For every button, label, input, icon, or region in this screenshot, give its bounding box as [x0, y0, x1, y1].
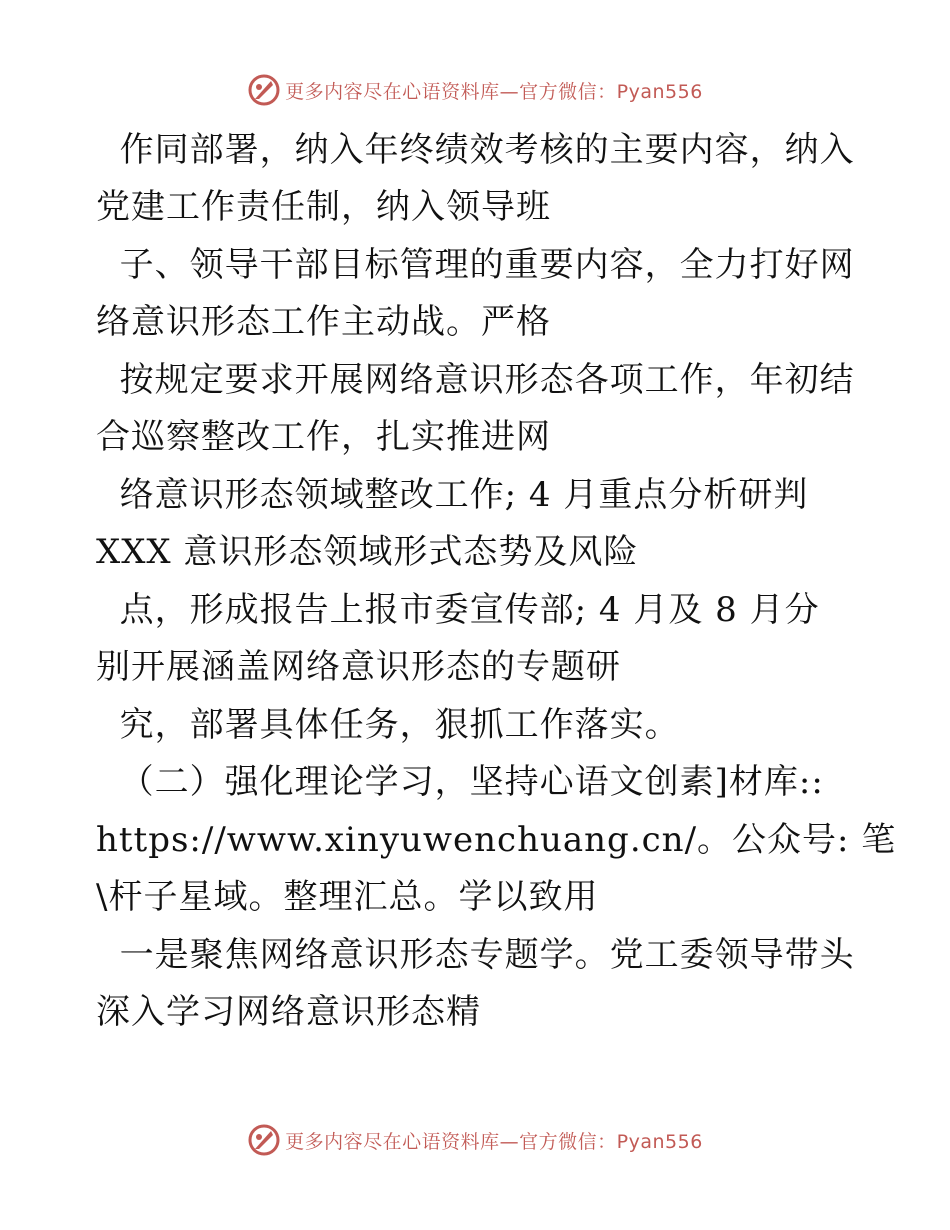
footer-watermark-text: 更多内容尽在心语资料库—官方微信：Pyan556: [285, 1130, 703, 1153]
feather-logo-icon: [247, 1123, 281, 1157]
text-line: 深入学习网络意识形态精: [96, 992, 481, 1032]
text-line: 络意识形态工作主动战。严格: [96, 302, 551, 342]
text-line: https://www.xinyuwenchuang.cn/。公众号: 笔: [96, 820, 897, 860]
text-line: \杆子星域。整理汇总。学以致用: [96, 877, 599, 917]
text-line: 一是聚焦网络意识形态专题学。党工委领导带头: [96, 935, 855, 975]
header-watermark-text: 更多内容尽在心语资料库—官方微信：Pyan556: [285, 80, 703, 103]
footer-watermark: [0, 1120, 950, 1160]
text-line: 子、领导干部目标管理的重要内容，全力打好网: [96, 245, 855, 285]
text-line: XXX 意识形态领域形式态势及风险: [96, 532, 639, 572]
feather-logo-icon: [247, 73, 281, 107]
text-line: 按规定要求开展网络意识形态各项工作，年初结: [96, 360, 855, 400]
text-line: 络意识形态领域整改工作; 4 月重点分析研判: [96, 475, 809, 515]
text-line: 点，形成报告上报市委宣传部; 4 月及 8 月分: [96, 590, 820, 630]
text-line: 合巡察整改工作，扎实推进网: [96, 417, 551, 457]
header-watermark: [0, 70, 950, 110]
text-line: 别开展涵盖网络意识形态的专题研: [96, 647, 621, 687]
text-line: （二）强化理论学习，坚持心语文创素]材库::: [96, 762, 824, 802]
text-line: 作同部署，纳入年终绩效考核的主要内容，纳入: [96, 130, 855, 170]
text-line: 究，部署具体任务，狠抓工作落实。: [96, 705, 680, 745]
text-line: 党建工作责任制，纳入领导班: [96, 187, 551, 227]
